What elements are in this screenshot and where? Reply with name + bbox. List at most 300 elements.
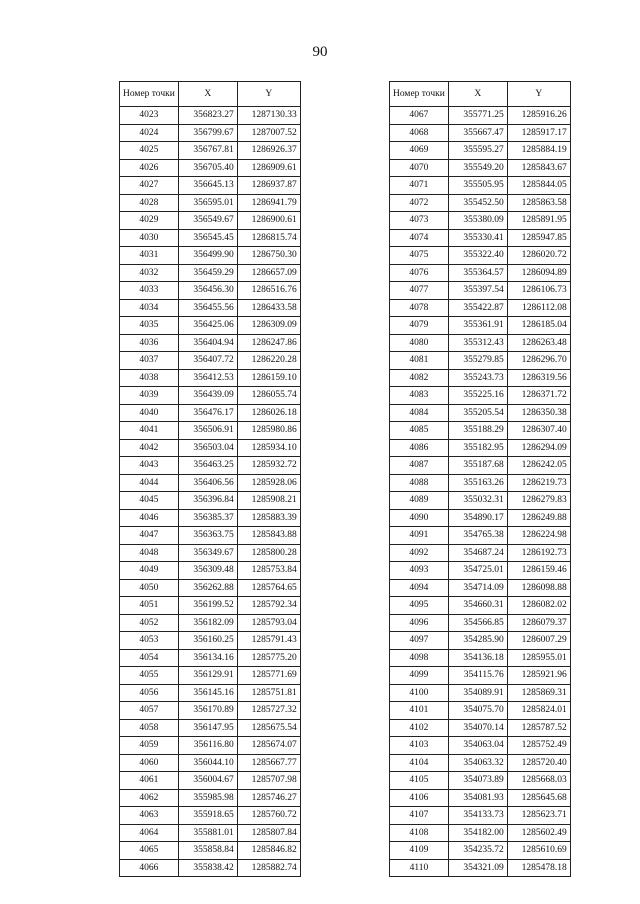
x-coordinate-cell: 356412.53: [178, 369, 237, 387]
y-coordinate-cell: 1285908.21: [237, 492, 300, 510]
table-row: [120, 334, 301, 352]
table-header-row: [390, 82, 571, 107]
table-header-row: [120, 82, 301, 107]
table-row: [390, 352, 571, 370]
point-number-cell: 4095: [390, 597, 449, 615]
y-coordinate-cell: 1286055.74: [237, 387, 300, 405]
y-coordinate-cell: 1286926.37: [237, 142, 300, 160]
table-row: [120, 789, 301, 807]
x-coordinate-cell: 354136.18: [448, 649, 507, 667]
y-coordinate-cell: 1285764.65: [237, 579, 300, 597]
table-row: [390, 824, 571, 842]
point-number-cell: 4028: [120, 194, 179, 212]
x-coordinate-cell: 354235.72: [448, 842, 507, 860]
table-row: [390, 667, 571, 685]
point-number-cell: 4108: [390, 824, 449, 842]
point-number-cell: 4106: [390, 789, 449, 807]
table-row: [390, 859, 571, 877]
point-number-cell: 4035: [120, 317, 179, 335]
table-row: [390, 107, 571, 125]
y-coordinate-cell: 1285791.43: [237, 632, 300, 650]
point-number-cell: 4055: [120, 667, 179, 685]
x-coordinate-cell: 355881.01: [178, 824, 237, 842]
header-x: X: [178, 82, 237, 107]
point-number-cell: 4043: [120, 457, 179, 475]
table-row: [120, 632, 301, 650]
x-coordinate-cell: 356129.91: [178, 667, 237, 685]
table-row: [390, 317, 571, 335]
point-number-cell: 4054: [120, 649, 179, 667]
x-coordinate-cell: 356309.48: [178, 562, 237, 580]
table-row: [390, 492, 571, 510]
table-row: [120, 194, 301, 212]
table-row: [390, 387, 571, 405]
point-number-cell: 4034: [120, 299, 179, 317]
y-coordinate-cell: 1286815.74: [237, 229, 300, 247]
y-coordinate-cell: 1285720.40: [507, 754, 570, 772]
table-row: [120, 544, 301, 562]
table-row: [390, 579, 571, 597]
point-number-cell: 4072: [390, 194, 449, 212]
point-number-cell: 4033: [120, 282, 179, 300]
y-coordinate-cell: 1285793.04: [237, 614, 300, 632]
y-coordinate-cell: 1285667.77: [237, 754, 300, 772]
point-number-cell: 4048: [120, 544, 179, 562]
y-coordinate-cell: 1286247.86: [237, 334, 300, 352]
y-coordinate-cell: 1285916.26: [507, 107, 570, 125]
coordinates-table-left: [119, 81, 301, 877]
y-coordinate-cell: 1285760.72: [237, 807, 300, 825]
y-coordinate-cell: 1286371.72: [507, 387, 570, 405]
point-number-cell: 4040: [120, 404, 179, 422]
y-coordinate-cell: 1285846.82: [237, 842, 300, 860]
page-number: 90: [312, 44, 328, 60]
point-number-cell: 4093: [390, 562, 449, 580]
point-number-cell: 4032: [120, 264, 179, 282]
table-row: [390, 632, 571, 650]
x-coordinate-cell: 354321.09: [448, 859, 507, 877]
point-number-cell: 4049: [120, 562, 179, 580]
table-row: [390, 807, 571, 825]
y-coordinate-cell: 1285787.52: [507, 719, 570, 737]
point-number-cell: 4051: [120, 597, 179, 615]
table-row: [390, 264, 571, 282]
point-number-cell: 4110: [390, 859, 449, 877]
point-number-cell: 4039: [120, 387, 179, 405]
table-row: [120, 719, 301, 737]
x-coordinate-cell: 356499.90: [178, 247, 237, 265]
x-coordinate-cell: 355380.09: [448, 212, 507, 230]
point-number-cell: 4069: [390, 142, 449, 160]
y-coordinate-cell: 1286309.09: [237, 317, 300, 335]
table-row: [120, 842, 301, 860]
x-coordinate-cell: 356349.67: [178, 544, 237, 562]
y-coordinate-cell: 1285771.69: [237, 667, 300, 685]
table-row: [390, 754, 571, 772]
point-number-cell: 4062: [120, 789, 179, 807]
table-row: [120, 212, 301, 230]
x-coordinate-cell: 354890.17: [448, 509, 507, 527]
table-row: [390, 194, 571, 212]
point-number-cell: 4075: [390, 247, 449, 265]
point-number-cell: 4090: [390, 509, 449, 527]
table-row: [120, 614, 301, 632]
y-coordinate-cell: 1286224.98: [507, 527, 570, 545]
x-coordinate-cell: 355397.54: [448, 282, 507, 300]
y-coordinate-cell: 1285751.81: [237, 684, 300, 702]
y-coordinate-cell: 1286350.38: [507, 404, 570, 422]
x-coordinate-cell: 356463.25: [178, 457, 237, 475]
table-row: [120, 702, 301, 720]
table-row: [390, 527, 571, 545]
table-row: [120, 422, 301, 440]
y-coordinate-cell: 1285844.05: [507, 177, 570, 195]
x-coordinate-cell: 354714.09: [448, 579, 507, 597]
x-coordinate-cell: 355330.41: [448, 229, 507, 247]
y-coordinate-cell: 1286220.28: [237, 352, 300, 370]
y-coordinate-cell: 1285891.95: [507, 212, 570, 230]
point-number-cell: 4058: [120, 719, 179, 737]
table-row: [120, 824, 301, 842]
y-coordinate-cell: 1286082.02: [507, 597, 570, 615]
x-coordinate-cell: 355187.68: [448, 457, 507, 475]
x-coordinate-cell: 356182.09: [178, 614, 237, 632]
x-coordinate-cell: 355279.85: [448, 352, 507, 370]
table-row: [390, 457, 571, 475]
y-coordinate-cell: 1286433.58: [237, 299, 300, 317]
x-coordinate-cell: 354687.24: [448, 544, 507, 562]
table-row: [120, 177, 301, 195]
y-coordinate-cell: 1286279.83: [507, 492, 570, 510]
y-coordinate-cell: 1285610.69: [507, 842, 570, 860]
point-number-cell: 4088: [390, 474, 449, 492]
x-coordinate-cell: 355918.65: [178, 807, 237, 825]
x-coordinate-cell: 356396.84: [178, 492, 237, 510]
x-coordinate-cell: 355452.50: [448, 194, 507, 212]
y-coordinate-cell: 1287007.52: [237, 124, 300, 142]
point-number-cell: 4109: [390, 842, 449, 860]
y-coordinate-cell: 1285753.84: [237, 562, 300, 580]
y-coordinate-cell: 1285807.84: [237, 824, 300, 842]
y-coordinate-cell: 1285727.32: [237, 702, 300, 720]
point-number-cell: 4024: [120, 124, 179, 142]
y-coordinate-cell: 1286112.08: [507, 299, 570, 317]
table-row: [390, 702, 571, 720]
x-coordinate-cell: 354089.91: [448, 684, 507, 702]
x-coordinate-cell: 354073.89: [448, 772, 507, 790]
point-number-cell: 4077: [390, 282, 449, 300]
point-number-cell: 4060: [120, 754, 179, 772]
y-coordinate-cell: 1285824.01: [507, 702, 570, 720]
table-row: [120, 579, 301, 597]
y-coordinate-cell: 1286159.10: [237, 369, 300, 387]
table-row: [390, 684, 571, 702]
point-number-cell: 4066: [120, 859, 179, 877]
x-coordinate-cell: 355322.40: [448, 247, 507, 265]
point-number-cell: 4105: [390, 772, 449, 790]
x-coordinate-cell: 354566.85: [448, 614, 507, 632]
x-coordinate-cell: 355225.16: [448, 387, 507, 405]
table-row: [390, 124, 571, 142]
point-number-cell: 4091: [390, 527, 449, 545]
x-coordinate-cell: 355312.43: [448, 334, 507, 352]
y-coordinate-cell: 1286516.76: [237, 282, 300, 300]
point-number-cell: 4041: [120, 422, 179, 440]
table-row: [120, 737, 301, 755]
header-x: X: [448, 82, 507, 107]
table-row: [390, 544, 571, 562]
table-row: [120, 387, 301, 405]
x-coordinate-cell: 355205.54: [448, 404, 507, 422]
point-number-cell: 4061: [120, 772, 179, 790]
table-row: [120, 649, 301, 667]
x-coordinate-cell: 356199.52: [178, 597, 237, 615]
x-coordinate-cell: 355505.95: [448, 177, 507, 195]
point-number-cell: 4083: [390, 387, 449, 405]
y-coordinate-cell: 1286937.87: [237, 177, 300, 195]
point-number-cell: 4070: [390, 159, 449, 177]
table-row: [120, 492, 301, 510]
table-row: [120, 807, 301, 825]
table-row: [390, 422, 571, 440]
x-coordinate-cell: 355243.73: [448, 369, 507, 387]
point-number-cell: 4059: [120, 737, 179, 755]
x-coordinate-cell: 355188.29: [448, 422, 507, 440]
table-row: [390, 299, 571, 317]
point-number-cell: 4080: [390, 334, 449, 352]
x-coordinate-cell: 355858.84: [178, 842, 237, 860]
point-number-cell: 4104: [390, 754, 449, 772]
table-row: [120, 159, 301, 177]
table-row: [120, 404, 301, 422]
table-row: [390, 474, 571, 492]
x-coordinate-cell: 355838.42: [178, 859, 237, 877]
x-coordinate-cell: 355667.47: [448, 124, 507, 142]
y-coordinate-cell: 1286192.73: [507, 544, 570, 562]
point-number-cell: 4081: [390, 352, 449, 370]
y-coordinate-cell: 1285932.72: [237, 457, 300, 475]
x-coordinate-cell: 356549.67: [178, 212, 237, 230]
y-coordinate-cell: 1285800.28: [237, 544, 300, 562]
y-coordinate-cell: 1286657.09: [237, 264, 300, 282]
x-coordinate-cell: 354115.76: [448, 667, 507, 685]
table-row: [120, 229, 301, 247]
x-coordinate-cell: 354765.38: [448, 527, 507, 545]
x-coordinate-cell: 356145.16: [178, 684, 237, 702]
table-row: [120, 597, 301, 615]
x-coordinate-cell: 355032.31: [448, 492, 507, 510]
y-coordinate-cell: 1285884.19: [507, 142, 570, 160]
x-coordinate-cell: 355361.91: [448, 317, 507, 335]
table-row: [120, 859, 301, 877]
point-number-cell: 4096: [390, 614, 449, 632]
header-y: Y: [237, 82, 300, 107]
table-row: [120, 142, 301, 160]
x-coordinate-cell: 356406.56: [178, 474, 237, 492]
table-row: [390, 649, 571, 667]
y-coordinate-cell: 1286909.61: [237, 159, 300, 177]
x-coordinate-cell: 356385.37: [178, 509, 237, 527]
point-number-cell: 4099: [390, 667, 449, 685]
x-coordinate-cell: 356147.95: [178, 719, 237, 737]
table-row: [390, 439, 571, 457]
table-row: [120, 299, 301, 317]
x-coordinate-cell: 356476.17: [178, 404, 237, 422]
table-row: [120, 474, 301, 492]
coordinates-table-right: [389, 81, 571, 877]
x-coordinate-cell: 355595.27: [448, 142, 507, 160]
point-number-cell: 4084: [390, 404, 449, 422]
x-coordinate-cell: 356004.67: [178, 772, 237, 790]
point-number-cell: 4046: [120, 509, 179, 527]
table-row: [390, 509, 571, 527]
y-coordinate-cell: 1285668.03: [507, 772, 570, 790]
y-coordinate-cell: 1286026.18: [237, 404, 300, 422]
y-coordinate-cell: 1286079.37: [507, 614, 570, 632]
y-coordinate-cell: 1285674.07: [237, 737, 300, 755]
table-row: [120, 754, 301, 772]
y-coordinate-cell: 1286294.09: [507, 439, 570, 457]
y-coordinate-cell: 1285917.17: [507, 124, 570, 142]
point-number-cell: 4064: [120, 824, 179, 842]
x-coordinate-cell: 356407.72: [178, 352, 237, 370]
point-number-cell: 4107: [390, 807, 449, 825]
point-number-cell: 4036: [120, 334, 179, 352]
y-coordinate-cell: 1286020.72: [507, 247, 570, 265]
y-coordinate-cell: 1286094.89: [507, 264, 570, 282]
y-coordinate-cell: 1286007.29: [507, 632, 570, 650]
table-row: [390, 772, 571, 790]
y-coordinate-cell: 1286296.70: [507, 352, 570, 370]
point-number-cell: 4065: [120, 842, 179, 860]
table-row: [390, 282, 571, 300]
y-coordinate-cell: 1285863.58: [507, 194, 570, 212]
x-coordinate-cell: 356645.13: [178, 177, 237, 195]
point-number-cell: 4086: [390, 439, 449, 457]
table-row: [120, 562, 301, 580]
y-coordinate-cell: 1286319.56: [507, 369, 570, 387]
y-coordinate-cell: 1286219.73: [507, 474, 570, 492]
point-number-cell: 4071: [390, 177, 449, 195]
point-number-cell: 4078: [390, 299, 449, 317]
x-coordinate-cell: 354285.90: [448, 632, 507, 650]
x-coordinate-cell: 356595.01: [178, 194, 237, 212]
y-coordinate-cell: 1285602.49: [507, 824, 570, 842]
header-y: Y: [507, 82, 570, 107]
table-row: [390, 334, 571, 352]
table-row: [120, 124, 301, 142]
table-row: [120, 439, 301, 457]
point-number-cell: 4085: [390, 422, 449, 440]
table-row: [120, 107, 301, 125]
point-number-cell: 4056: [120, 684, 179, 702]
y-coordinate-cell: 1287130.33: [237, 107, 300, 125]
y-coordinate-cell: 1286106.73: [507, 282, 570, 300]
y-coordinate-cell: 1286249.88: [507, 509, 570, 527]
table-row: [120, 369, 301, 387]
point-number-cell: 4050: [120, 579, 179, 597]
point-number-cell: 4029: [120, 212, 179, 230]
table-row: [120, 352, 301, 370]
x-coordinate-cell: 356705.40: [178, 159, 237, 177]
point-number-cell: 4098: [390, 649, 449, 667]
point-number-cell: 4031: [120, 247, 179, 265]
x-coordinate-cell: 355771.25: [448, 107, 507, 125]
y-coordinate-cell: 1285792.34: [237, 597, 300, 615]
header-point-number: Номер точки: [390, 82, 449, 107]
x-coordinate-cell: 356134.16: [178, 649, 237, 667]
point-number-cell: 4030: [120, 229, 179, 247]
x-coordinate-cell: 354182.00: [448, 824, 507, 842]
table-row: [120, 247, 301, 265]
y-coordinate-cell: 1286242.05: [507, 457, 570, 475]
x-coordinate-cell: 356506.91: [178, 422, 237, 440]
point-number-cell: 4023: [120, 107, 179, 125]
point-number-cell: 4047: [120, 527, 179, 545]
table-row: [120, 264, 301, 282]
y-coordinate-cell: 1286900.61: [237, 212, 300, 230]
x-coordinate-cell: 354063.32: [448, 754, 507, 772]
table-row: [390, 597, 571, 615]
table-row: [120, 667, 301, 685]
x-coordinate-cell: 354133.73: [448, 807, 507, 825]
table-row: [390, 142, 571, 160]
point-number-cell: 4082: [390, 369, 449, 387]
point-number-cell: 4026: [120, 159, 179, 177]
table-row: [120, 457, 301, 475]
table-row: [390, 842, 571, 860]
y-coordinate-cell: 1286185.04: [507, 317, 570, 335]
y-coordinate-cell: 1285882.74: [237, 859, 300, 877]
point-number-cell: 4102: [390, 719, 449, 737]
x-coordinate-cell: 356799.67: [178, 124, 237, 142]
x-coordinate-cell: 356116.80: [178, 737, 237, 755]
x-coordinate-cell: 356545.45: [178, 229, 237, 247]
y-coordinate-cell: 1285980.86: [237, 422, 300, 440]
y-coordinate-cell: 1285955.01: [507, 649, 570, 667]
y-coordinate-cell: 1285746.27: [237, 789, 300, 807]
point-number-cell: 4037: [120, 352, 179, 370]
y-coordinate-cell: 1286263.48: [507, 334, 570, 352]
x-coordinate-cell: 355163.26: [448, 474, 507, 492]
y-coordinate-cell: 1286307.40: [507, 422, 570, 440]
table-row: [120, 317, 301, 335]
y-coordinate-cell: 1285928.06: [237, 474, 300, 492]
x-coordinate-cell: 356459.29: [178, 264, 237, 282]
y-coordinate-cell: 1286098.88: [507, 579, 570, 597]
point-number-cell: 4073: [390, 212, 449, 230]
point-number-cell: 4092: [390, 544, 449, 562]
y-coordinate-cell: 1285869.31: [507, 684, 570, 702]
table-row: [390, 719, 571, 737]
point-number-cell: 4045: [120, 492, 179, 510]
y-coordinate-cell: 1285478.18: [507, 859, 570, 877]
point-number-cell: 4063: [120, 807, 179, 825]
x-coordinate-cell: 354075.70: [448, 702, 507, 720]
y-coordinate-cell: 1285921.96: [507, 667, 570, 685]
point-number-cell: 4076: [390, 264, 449, 282]
point-number-cell: 4038: [120, 369, 179, 387]
point-number-cell: 4087: [390, 457, 449, 475]
y-coordinate-cell: 1285675.54: [237, 719, 300, 737]
x-coordinate-cell: 355549.20: [448, 159, 507, 177]
x-coordinate-cell: 356767.81: [178, 142, 237, 160]
x-coordinate-cell: 356170.89: [178, 702, 237, 720]
x-coordinate-cell: 356456.30: [178, 282, 237, 300]
point-number-cell: 4074: [390, 229, 449, 247]
x-coordinate-cell: 356262.88: [178, 579, 237, 597]
y-coordinate-cell: 1285843.67: [507, 159, 570, 177]
